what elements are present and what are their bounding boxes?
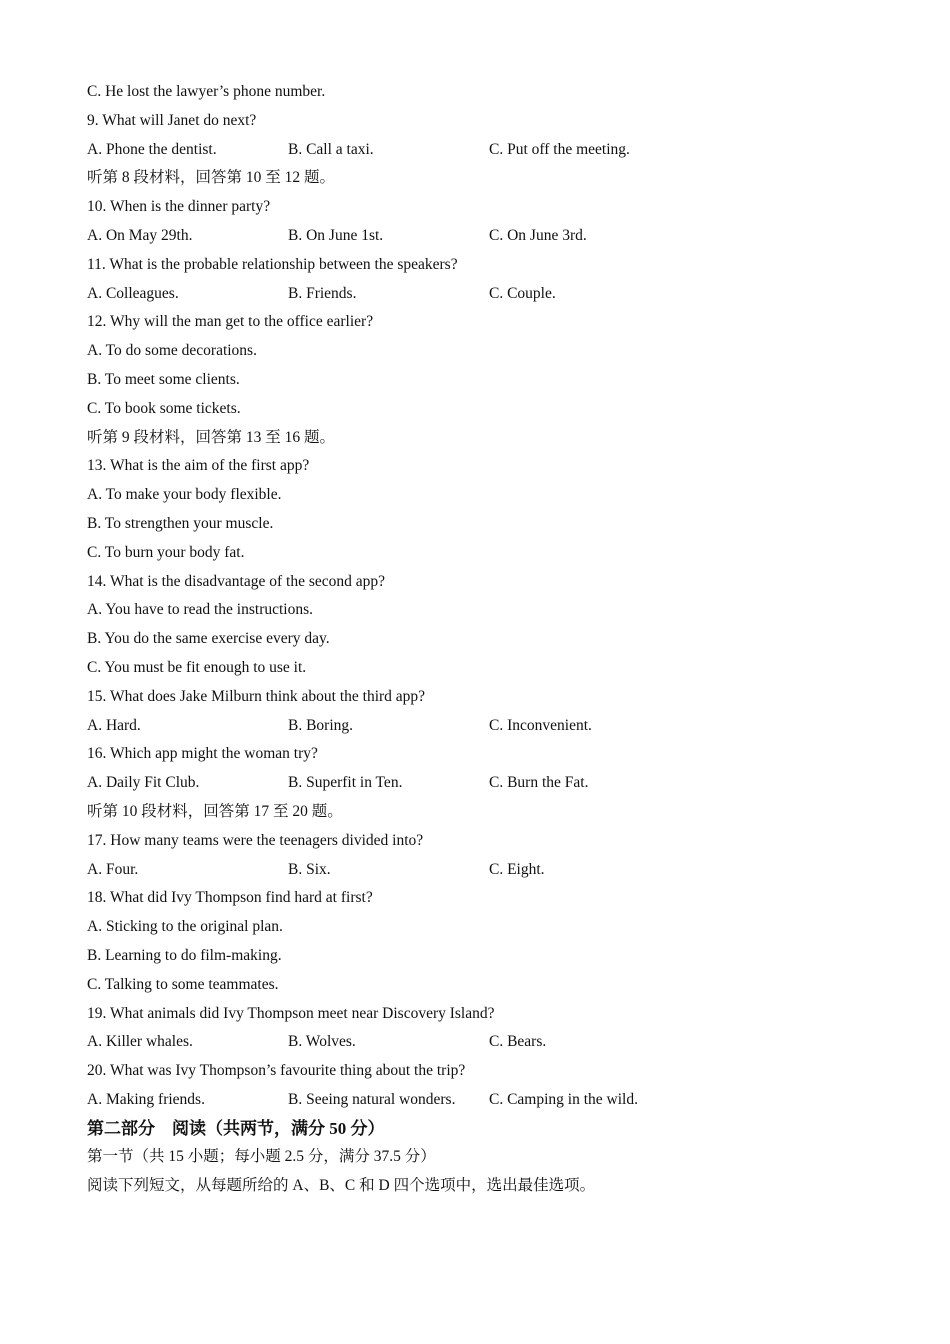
text-line: 16. Which app might the woman try?: [87, 745, 318, 763]
text-line: B. To meet some clients.: [87, 370, 240, 388]
answer-options-row: [87, 1086, 887, 1115]
answer-option: B. Six.: [288, 860, 331, 878]
answer-option: B. On June 1st.: [288, 226, 384, 244]
answer-options-row: [87, 1028, 887, 1057]
text-line: A. Sticking to the original plan.: [87, 918, 283, 936]
answer-option: A. Making friends.: [87, 1090, 205, 1108]
answer-option: B. Superfit in Ten.: [288, 774, 403, 792]
text-line: 10. When is the dinner party?: [87, 198, 271, 216]
text-line: 14. What is the disadvantage of the second app?: [87, 572, 385, 590]
text-line: 17. How many teams were the teenagers divided into?: [87, 831, 424, 849]
text-line: 20. What was Ivy Thompson’s favourite thing about the trip?: [87, 1062, 466, 1080]
answer-option: B. Call a taxi.: [288, 140, 374, 158]
answer-options-row: [87, 136, 887, 165]
text-line: C. He lost the lawyer’s phone number.: [87, 83, 326, 100]
answer-option: C. Inconvenient.: [489, 716, 592, 734]
answer-options-row: [87, 280, 887, 309]
answer-option: A. Phone the dentist.: [87, 140, 217, 158]
answer-option: C. Camping in the wild.: [489, 1090, 638, 1108]
answer-option: C. Couple.: [489, 284, 556, 302]
text-line: 听第 9 段材料，回答第 13 至 16 题。: [87, 428, 336, 446]
text-line: C. To burn your body fat.: [87, 543, 245, 561]
text-line: 11. What is the probable relationship between the speakers?: [87, 255, 458, 273]
answer-option: C. Bears.: [489, 1033, 547, 1051]
text-line: B. To strengthen your muscle.: [87, 514, 274, 532]
answer-option: B. Seeing natural wonders.: [288, 1090, 456, 1108]
answer-option: B. Boring.: [288, 716, 354, 734]
text-line: 听第 8 段材料，回答第 10 至 12 题。: [87, 169, 336, 187]
answer-options-row: [87, 222, 887, 251]
answer-option: C. Put off the meeting.: [489, 140, 630, 158]
text-line: 9. What will Janet do next?: [87, 111, 257, 129]
answer-option: C. Burn the Fat.: [489, 774, 589, 792]
text-line: A. To make your body flexible.: [87, 486, 282, 504]
text-line: A. To do some decorations.: [87, 342, 257, 360]
answer-option: A. On May 29th.: [87, 226, 193, 244]
document-page: [87, 78, 887, 1201]
answer-option: B. Wolves.: [288, 1033, 356, 1051]
answer-option: A. Four.: [87, 860, 139, 878]
answer-options-row: [87, 712, 887, 741]
text-line: C. Talking to some teammates.: [87, 975, 279, 993]
text-line: 阅读下列短文，从每题所给的 A、B、C 和 D 四个选项中，选出最佳选项。: [87, 1177, 596, 1195]
text-line: 19. What animals did Ivy Thompson meet near Discovery Island?: [87, 1004, 495, 1022]
text-line: 第一节（共 15 小题；每小题 2.5 分，满分 37.5 分）: [87, 1148, 436, 1166]
text-line: 13. What is the aim of the first app?: [87, 457, 310, 475]
answer-option: B. Friends.: [288, 284, 357, 302]
text-line: C. You must be fit enough to use it.: [87, 658, 307, 676]
answer-option: A. Colleagues.: [87, 284, 179, 302]
answer-options-row: [87, 856, 887, 885]
text-line: B. Learning to do film-making.: [87, 946, 282, 964]
text-line: 听第 10 段材料，回答第 17 至 20 题。: [87, 802, 343, 820]
text-line: A. You have to read the instructions.: [87, 601, 314, 619]
text-line: 18. What did Ivy Thompson find hard at first?: [87, 889, 373, 907]
answer-option: A. Hard.: [87, 716, 141, 734]
text-line: 12. Why will the man get to the office earlier?: [87, 313, 374, 331]
text-line: B. You do the same exercise every day.: [87, 630, 330, 648]
answer-option: A. Killer whales.: [87, 1033, 193, 1051]
answer-option: A. Daily Fit Club.: [87, 774, 200, 792]
answer-option: C. Eight.: [489, 860, 545, 878]
text-line: C. To book some tickets.: [87, 399, 241, 417]
text-line: 15. What does Jake Milburn think about the third app?: [87, 687, 426, 705]
section-heading: 第二部分 阅读（共两节，满分 50 分）: [87, 1118, 385, 1138]
answer-option: C. On June 3rd.: [489, 226, 587, 244]
answer-options-row: [87, 769, 887, 798]
